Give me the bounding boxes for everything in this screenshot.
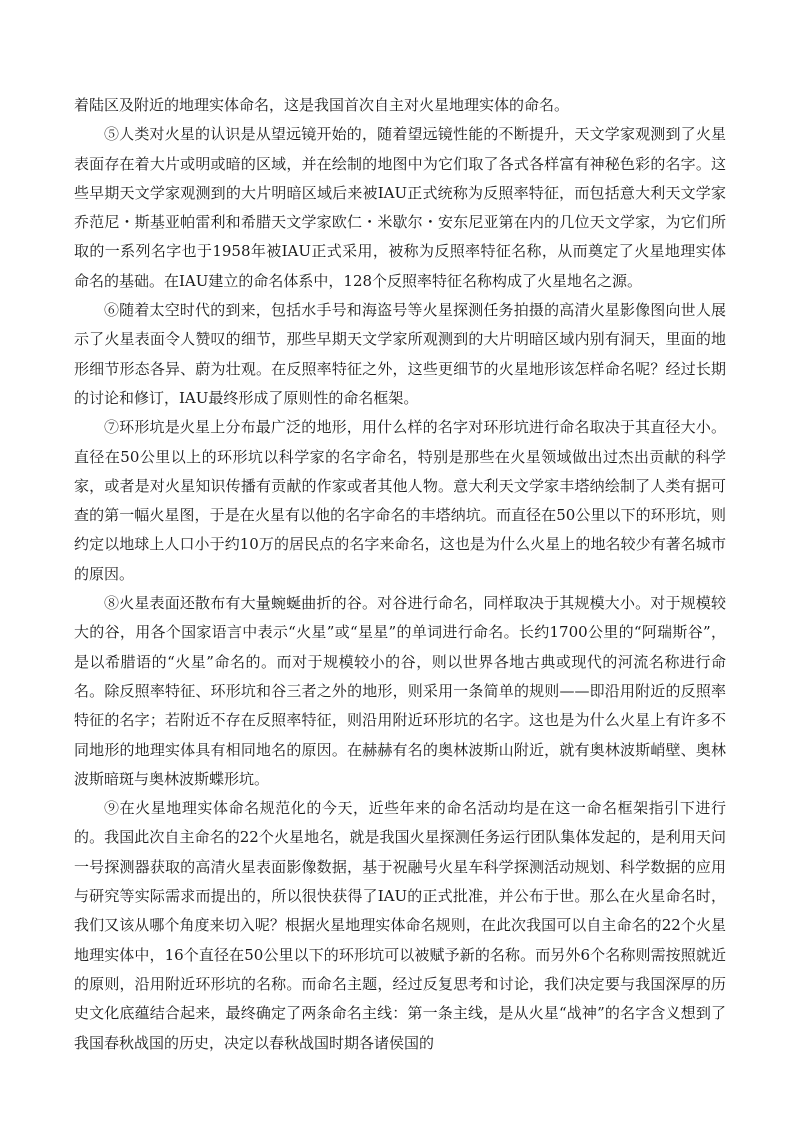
paragraph-6: ⑥随着太空时代的到来，包括水手号和海盗号等火星探测任务拍摄的高清火星影像图向世人展示了火星表面令人赞叹的细节，那些早期天文学家所观测到的大片明暗区域内别有洞天，里面的地形细节形态各异、蔚为壮观。在反照率特征之外，这些更细节的火星地形该怎样命名呢？经过长期的讨论和修订，IAU最终形成了原则性的命名框架。 xyxy=(74,301,726,407)
paragraph-5: ⑤人类对火星的认识是从望远镜开始的，随着望远镜性能的不断提升，天文学家观测到了火星表面存在着大片或明或暗的区域，并在绘制的地图中为它们取了各式各样富有神秘色彩的名字。这些早期天文学家观测到的大片明暗区域后来被IAU正式统称为反照率特征，而包括意大利天文学家乔范尼・斯基亚帕雷利和希腊天文学家欧仁・米歇尔・安东尼亚第在内的几位天文学家，为它们所取的一系列名字也于1958年被IAU正式采用，被称为反照率特征名称，从而奠定了火星地理实体命名的基础。在IAU建立的命名体系中，128个反照率特征名称构成了火星地名之源。 xyxy=(74,125,726,290)
paragraph-8: ⑧火星表面还散布有大量蜿蜒曲折的谷。对谷进行命名，同样取决于其规模大小。对于规模较大的谷，用各个国家语言中表示“火星”或“星星”的单词进行命名。长约1700公里的“阿瑞斯谷”，是以希腊语的“火星”命名的。而对于规模较小的谷，则以世界各地古典或现代的河流名称进行命名。除反照率特征、环形坑和谷三者之外的地形，则采用一条简单的规则——即沿用附近的反照率特征的名字；若附近不存在反照率特征，则沿用附近环形坑的名字。这也是为什么火星上有许多不同地形的地理实体具有相同地名的原因。在赫赫有名的奥林波斯山附近，就有奥林波斯峭壁、奥林波斯暗斑与奥林波斯蝶形坑。 xyxy=(74,594,726,788)
paragraph-9: ⑨在火星地理实体命名规范化的今天，近些年来的命名活动均是在这一命名框架指引下进行的。我国此次自主命名的22个火星地名，就是我国火星探测任务运行团队集体发起的，是利用天问一号探测器获取的高清火星表面影像数据，基于祝融号火星车科学探测活动规划、科学数据的应用与研究等实际需求而提出的，所以很快获得了IAU的正式批准，并公布于世。那么在火星命名时，我们又该从哪个角度来切入呢？根据火星地理实体命名规则，在此次我国可以自主命名的22个火星地理实体中，16个直径在50公里以下的环形坑可以被赋予新的名称。而另外6个名称则需按照就近的原则，沿用附近环形坑的名称。而命名主题，经过反复思考和讨论，我们决定要与我国深厚的历史文化底蕴结合起来，最终确定了两条命名主线：第一条主线，是从火星“战神”的名字含义想到了我国春秋战国的历史，决定以春秋战国时期各诸侯国的 xyxy=(74,799,726,1052)
paragraph-continuation: 着陆区及附近的地理实体命名，这是我国首次自主对火星地理实体的命名。 xyxy=(74,96,570,114)
paragraph-7: ⑦环形坑是火星上分布最广泛的地形，用什么样的名字对环形坑进行命名取决于其直径大小。直径在50公里以上的环形坑以科学家的名字命名，特别是那些在火星领域做出过杰出贡献的科学家，或者是对火星知识传播有贡献的作家或者其他人物。意大利天文学家丰塔纳绘制了人类有据可查的第一幅火星图，于是在火星有以他的名字命名的丰塔纳坑。而直径在50公里以下的环形坑，则约定以地球上人口小于约10万的居民点的名字来命名，这也是为什么火星上的地名较少有著名城市的原因。 xyxy=(74,418,726,583)
